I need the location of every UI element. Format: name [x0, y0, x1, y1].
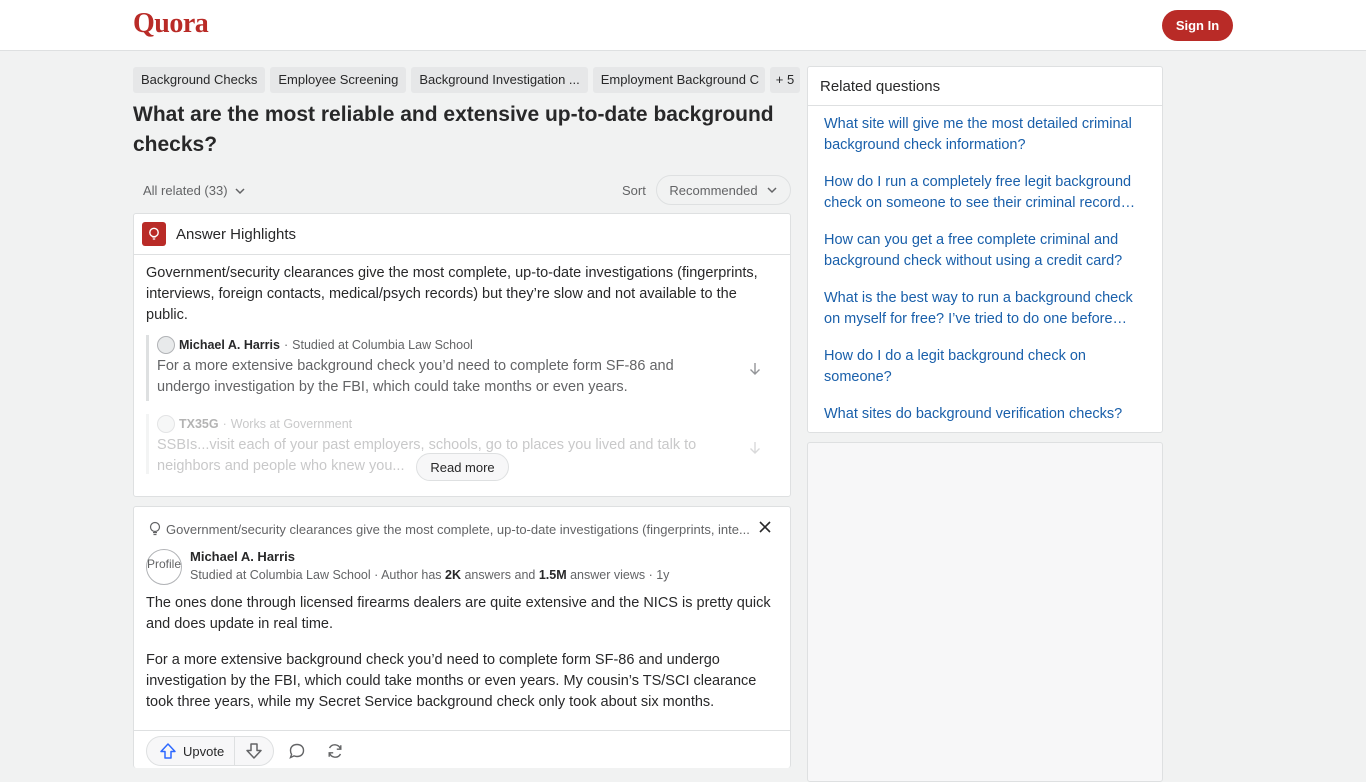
meta-separator: answers and [461, 568, 539, 582]
highlight-quote[interactable] [146, 335, 776, 401]
answer-highlights-card [133, 213, 791, 497]
ad-placeholder [807, 442, 1163, 782]
topic-chip[interactable]: Employment Background C [593, 67, 765, 93]
related-questions-list [808, 106, 1162, 425]
downvote-button[interactable] [235, 742, 273, 760]
share-icon[interactable] [326, 742, 344, 765]
answer-body [146, 593, 776, 728]
answer-card [133, 506, 791, 768]
related-question-link[interactable]: How can you get a free complete criminal and background check without using a credit card? [824, 232, 1123, 269]
answer-age: answer views · 1y [566, 568, 670, 582]
avatar [157, 336, 175, 354]
related-question-link[interactable]: What is the best way to run a background check on myself for free? I’ve tried to do one before… [824, 290, 1133, 327]
views-count: 1.5M [538, 568, 567, 582]
highlights-summary: Government/security clearances give the most complete, up-to-date investigations (fingerprints, interviews, foreign contacts, medical/psych records) but they’re slow and not available to the public. [146, 265, 758, 323]
sort-select[interactable] [656, 175, 791, 205]
author-avatar[interactable]: Profile [146, 549, 182, 585]
author-name[interactable]: Michael A. Harris [190, 549, 296, 564]
context-text: Government/security clearances give the most complete, up-to-date investigations (fingerprints, inte... [166, 521, 750, 537]
related-question-link[interactable]: What site will give me the most detailed criminal background check information? [824, 116, 1132, 153]
quote-text: SSBIs...visit each of your past employers, schools, go to places you lived and talk to neighbors and people who knew you... [157, 437, 697, 474]
author-credential: Studied at Columbia Law School · Author has [190, 568, 446, 582]
author-meta [190, 568, 669, 582]
lightbulb-icon [148, 521, 162, 537]
arrow-down-icon[interactable] [748, 361, 762, 382]
related-question-link[interactable]: How do I do a legit background check on someone? [824, 348, 1086, 385]
quote-author-line [157, 414, 776, 434]
upvote-arrow-icon [159, 742, 177, 760]
sort-label: Sort [622, 183, 646, 198]
related-questions-title: Related questions [808, 67, 1162, 106]
topic-chips [133, 67, 795, 93]
comment-icon[interactable] [288, 742, 306, 765]
all-related-label: All related (33) [143, 183, 228, 198]
answer-filter-bar [133, 175, 791, 207]
related-question-link[interactable]: What sites do background verification checks? [824, 406, 1123, 422]
quote-credential-separator: · [222, 417, 227, 431]
vote-group [146, 736, 274, 766]
quote-author-line [157, 335, 776, 355]
upvote-button[interactable] [147, 737, 235, 765]
quote-credential: Works at Government [230, 417, 353, 431]
topic-chip[interactable]: Background Investigation ... [411, 67, 587, 93]
quote-text: For a more extensive background check you’d need to complete form SF-86 and undergo investigation by the FBI, which could take months or even years. [157, 358, 674, 395]
answer-context [148, 521, 748, 537]
answers-count: 2K [445, 568, 461, 582]
quora-logo[interactable]: Quora [133, 8, 209, 39]
answer-paragraph: The ones done through licensed firearms dealers are quite extensive and the NICS is pretty quick and does update in real time. [146, 595, 771, 632]
quote-credential: Studied at Columbia Law School [292, 338, 473, 352]
quote-author[interactable]: Michael A. Harris [179, 338, 280, 352]
sort-value: Recommended [669, 182, 758, 198]
more-topics-chip[interactable]: + 5 [770, 67, 800, 93]
highlights-title: Answer Highlights [176, 225, 297, 243]
downvote-arrow-icon [245, 742, 263, 760]
related-question-link[interactable]: How do I run a completely free legit background check on someone to see their criminal record… [824, 174, 1136, 211]
chevron-down-icon [766, 184, 778, 196]
upvote-label: Upvote [183, 743, 225, 759]
answer-paragraph: For a more extensive background check you’d need to complete form SF-86 and undergo investigation by the FBI, which could take months or even years. My cousin’s TS/SCI clearance took three years, while my Secret Service background check only took about six months. [146, 652, 757, 710]
all-related-filter[interactable] [143, 183, 246, 198]
answer-actions [134, 730, 790, 770]
avatar [157, 415, 175, 433]
top-navbar [0, 0, 1366, 51]
topic-chip[interactable]: Employee Screening [270, 67, 406, 93]
close-icon[interactable] [758, 518, 772, 539]
topic-chip[interactable]: Background Checks [133, 67, 265, 93]
lightbulb-icon [142, 222, 166, 246]
arrow-down-icon[interactable] [748, 440, 762, 461]
quote-credential-separator: · [283, 338, 289, 352]
chevron-down-icon [234, 185, 246, 197]
sign-in-button[interactable]: Sign In [1162, 10, 1233, 41]
read-more-button[interactable]: Read more [416, 453, 509, 481]
quote-author[interactable]: TX35G [179, 417, 219, 431]
highlights-header [134, 214, 790, 255]
related-questions-card [807, 66, 1163, 433]
question-title: What are the most reliable and extensive up-to-date background checks? [133, 103, 774, 156]
